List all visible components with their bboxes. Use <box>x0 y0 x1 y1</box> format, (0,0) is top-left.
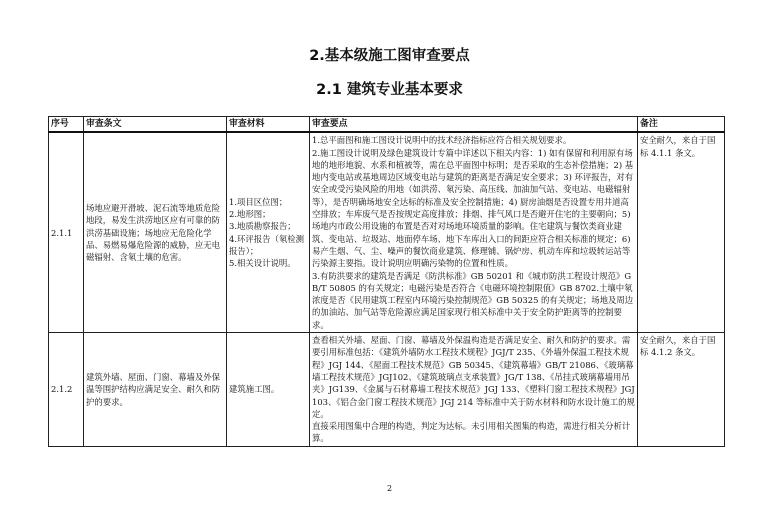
row-number: 2.1.1 <box>49 132 84 332</box>
point-paragraph: 直接采用图集中合理的构造，判定为达标。未引用相关图集的构造，需进行相关分析计算。 <box>312 421 631 444</box>
material-item: 4.环评报告（氡检测报告）； <box>229 233 304 256</box>
row-note: 安全耐久，来自于国标 4.1.2 条文。 <box>638 333 725 447</box>
material-item: 3.地质勘察报告； <box>229 221 296 232</box>
row-points <box>310 333 638 447</box>
section-heading: 2.基本级施工图审查要点 <box>309 48 470 64</box>
header-clause: 审查条文 <box>84 117 227 133</box>
material-item: 5.相关设计说明。 <box>229 258 296 269</box>
table-header-row <box>49 117 725 133</box>
row-clause: 建筑外墙、屋面、门窗、幕墙及外保温等围护结构应满足安全、耐久和防护的要求。 <box>84 333 227 447</box>
material-item: 建筑施工图。 <box>229 384 280 395</box>
point-paragraph: 1.总平面图和施工图设计说明中的技术经济指标应符合相关规划要求。 <box>312 135 572 146</box>
row-materials <box>227 132 310 332</box>
header-points: 审查要点 <box>310 117 638 133</box>
page-number: 2 <box>386 484 393 493</box>
row-materials <box>227 333 310 447</box>
row-note: 安全耐久，来自于国标 4.1.1 条文。 <box>638 132 725 332</box>
point-paragraph: 3.有防洪要求的建筑是否满足《防洪标准》GB 50201 和《城市防洪工程设计规范》GB/T 50805 的有关规定；电磁污染是否符合《电磁环境控制限值》GB 8702.土壤中氡浓度是否《民用建筑工程室内环境污染控制规范》GB 50325 的有关规定；场地及周边的加油站、加气站等危险源应满足国家现行相关标准中关于安全防护距离等的控制要求。 <box>312 270 634 330</box>
material-item: 2.地形图； <box>229 209 271 220</box>
review-table <box>48 116 725 447</box>
header-materials: 审查材料 <box>227 117 310 133</box>
subsection-heading: 2.1 建筑专业基本要求 <box>316 82 463 98</box>
header-note: 备注 <box>638 117 725 133</box>
row-number: 2.1.2 <box>49 333 84 447</box>
row-clause: 场地应避开滑坡、泥石流等地质危险地段，易发生洪涝地区应有可靠的防洪涝基础设施；场地应无危险化学品、易燃易爆危险源的威胁，应无电磁辐射、含氡土壤的危害。 <box>84 132 227 332</box>
point-paragraph: 2.施工图设计说明及绿色建筑设计专篇中详述以下相关内容：1) 如有保留和利用原有场地的地形地貌、水系和植被等，需在总平面图中标明；是否采取的生态补偿措施；2) 基地内变电站或基地周边区域变电站与建筑的距离是否满足安全要求；3) 环评报告，对有安全或受污染风险的用地（如洪涝、氡污染、高压线、加油加气站、变电站、电磁辐射等），是否明确场地安全达标的标准及安全控制措施；4) 厨房油烟是否设置专用井道高空排放；车库废气是否按规定高度排放；排烟、排气风口是否避开住宅的主要朝向；5) 场地内市政公用设施的布置是否对对场地环境质量的影响。住宅建筑与餐饮类商业建筑、变电站、垃圾站、地面停车场、地下车库出入口的间距应符合相关标准的规定；6) 易产生烟、气、尘、噪声的餐饮商业建筑、修理铺、锅炉房、机动车库和垃圾转运站等污染源主要指。设计说明应明确污染物的位置和性质。 <box>312 147 634 269</box>
table-row <box>49 333 725 447</box>
material-item: 1.项目区位图； <box>229 196 288 207</box>
row-points <box>310 132 638 332</box>
table-row <box>49 132 725 332</box>
header-no: 序号 <box>49 117 84 133</box>
point-paragraph: 查看相关外墙、屋面、门窗、幕墙及外保温构造是否满足安全、耐久和防护的要求。需要引用标准包括：《建筑外墙防水工程技术规程》JGJ/T 235、《外墙外保温工程技术规程》JGJ 144、《屋面工程技术规范》GB 50345、《建筑幕墙》GB/T 21086、《玻璃幕墙工程技术规范》JGJ102、《建筑玻璃点支承装置》JG/T 138、《吊挂式玻璃幕墙用吊夹》JG139、《金属与石材幕墙工程技术规范》JGJ 133、《塑料门窗工程技术规程》JGJ 103、《铝合金门窗工程技术规范》JGJ 214 等标准中关于防水材料和防水设计施工的规定。 <box>312 335 635 419</box>
